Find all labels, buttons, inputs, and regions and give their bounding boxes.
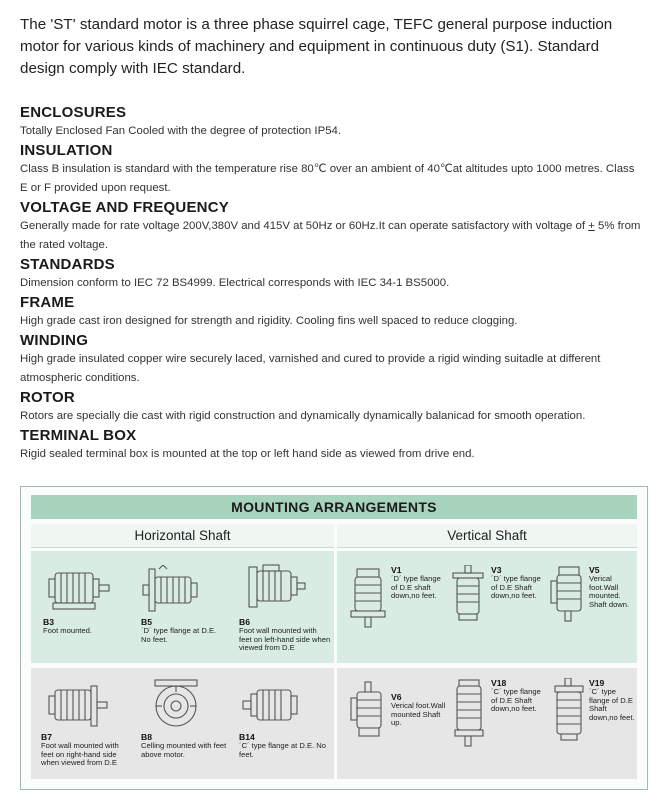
section-title: TERMINAL BOX	[20, 427, 137, 444]
section-body: Rigid sealed terminal box is mounted at the top or left hand side as viewed from drive end.	[20, 448, 475, 460]
spec-sections	[20, 104, 645, 465]
section-enclosures	[20, 104, 645, 141]
section-body: Dimension conform to IEC 72 BS4999. Electrical corresponds with IEC 34-1 BS5000.	[20, 277, 450, 289]
mount-text	[589, 565, 635, 609]
mount-text	[391, 692, 447, 728]
mount-item-b3	[43, 565, 123, 636]
section-body: High grade insulated copper wire securely laced, varnished and cured to provide a rigid winding suitadle at different atmospheric conditions.	[20, 353, 601, 384]
motor-b5-icon	[141, 565, 211, 617]
mount-desc: ´D´ type flange of D.E Shaft down,no feet.	[491, 574, 541, 601]
section-winding	[20, 332, 645, 388]
horizontal-shaft-heading: Horizontal Shaft	[31, 524, 334, 548]
mount-code: B8	[141, 732, 152, 742]
mount-desc: ´C´ type flange at D.E. No feet.	[239, 741, 326, 759]
section-title: STANDARDS	[20, 256, 115, 273]
mount-code: B7	[41, 732, 52, 742]
motor-v6-icon	[349, 680, 389, 750]
section-insulation	[20, 142, 645, 198]
mount-code: V19	[589, 678, 605, 688]
mount-text	[391, 565, 447, 601]
intro-paragraph: The 'ST' standard motor is a three phase squirrel cage, TEFC general purpose induction motor for various kinds of machinery and equipment in continuous duty (S1). Standard design comply with IEC standard.	[20, 16, 613, 77]
mount-desc: Foot wall mounted with feet on right-hand side when viewed from D.E	[41, 741, 119, 768]
section-body: Totally Enclosed Fan Cooled with the degree of protection IP54.	[20, 125, 342, 137]
vertical-shaft-heading: Vertical Shaft	[337, 524, 637, 548]
motor-v3-icon	[449, 565, 489, 631]
motor-v18-icon	[449, 678, 489, 752]
motor-b8-icon	[141, 678, 211, 732]
mount-desc: ´C´ type flange of D.E Shaft down,no feet.	[589, 687, 635, 722]
section-title: ROTOR	[20, 389, 75, 406]
motor-b7-icon	[41, 682, 111, 732]
section-title: VOLTAGE AND FREQUENCY	[20, 199, 229, 216]
mount-text	[491, 678, 547, 714]
section-body-text: Generally made for rate voltage 200V,380V and 415V at 50Hz or 60Hz.It can operate satisfactory with voltage of	[20, 220, 589, 232]
section-frame	[20, 294, 645, 331]
mount-desc: ´C´ type flange of D.E Shaft down,no feet.	[491, 687, 541, 714]
mount-code: B14	[239, 732, 255, 742]
mount-code: V5	[589, 565, 600, 575]
mount-code: B3	[43, 617, 54, 627]
mount-code: V3	[491, 565, 502, 575]
motor-b14-icon	[239, 682, 309, 732]
motor-b3-icon	[43, 565, 113, 617]
mount-desc: Celling mounted with feet above motor.	[141, 741, 227, 759]
mount-item-b6	[239, 563, 331, 653]
motor-v1-icon	[349, 565, 389, 631]
section-standards	[20, 256, 645, 293]
mount-text	[491, 565, 547, 601]
mounting-arrangements-panel	[20, 486, 648, 790]
mount-item-b14	[239, 682, 331, 759]
vertical-row-2	[337, 668, 637, 779]
mount-desc: ´D´ type flange of D.E shaft down,no feet.	[391, 574, 441, 601]
mount-code: B5	[141, 617, 152, 627]
mount-code: V1	[391, 565, 402, 575]
section-body-text-end: 5% from the rated voltage.	[20, 220, 641, 251]
section-body: Rotors are specially die cast with rigid construction and dynamically dynamically balanicad for smooth operation.	[20, 410, 586, 422]
section-body	[20, 217, 645, 255]
mount-code: V6	[391, 692, 402, 702]
motor-v5-icon	[549, 565, 589, 631]
horizontal-row-2	[31, 668, 334, 779]
mount-desc: ´D´ type flange at D.E. No feet.	[141, 626, 217, 644]
section-title: INSULATION	[20, 142, 113, 159]
section-voltage-frequency	[20, 199, 645, 255]
section-terminal-box	[20, 427, 645, 464]
mount-code: V18	[491, 678, 507, 688]
mount-text	[589, 678, 635, 722]
mount-desc: Foot wall mounted with feet on left-hand side when viewed from D.E	[239, 626, 331, 653]
motor-b6-icon	[239, 563, 309, 617]
mount-code: B6	[239, 617, 250, 627]
mount-item-b8	[141, 678, 233, 759]
panel-title: MOUNTING ARRANGEMENTS	[31, 495, 637, 519]
section-body: High grade cast iron designed for strength and rigidity. Cooling fins well spaced to reduce clogging.	[20, 315, 518, 327]
mount-desc: Foot mounted.	[43, 626, 92, 635]
section-title: FRAME	[20, 294, 75, 311]
mount-desc: Verical foot.Wall mounted. Shaft down.	[589, 574, 630, 609]
plus-minus-sign: +	[588, 220, 595, 232]
section-title: WINDING	[20, 332, 89, 349]
horizontal-row-1	[31, 551, 334, 663]
vertical-row-1	[337, 551, 637, 663]
section-title: ENCLOSURES	[20, 104, 127, 121]
mount-item-b7	[41, 682, 133, 768]
section-body: Class B insulation is standard with the temperature rise 80℃ over an ambient of 40℃at altitudes upto 1000 metres. Class E or F provided upon request.	[20, 163, 635, 194]
mount-item-b5	[141, 565, 221, 644]
motor-v19-icon	[549, 678, 589, 752]
section-rotor	[20, 389, 645, 426]
mount-desc: Verical foot.Wall mounted Shaft up.	[391, 701, 446, 728]
